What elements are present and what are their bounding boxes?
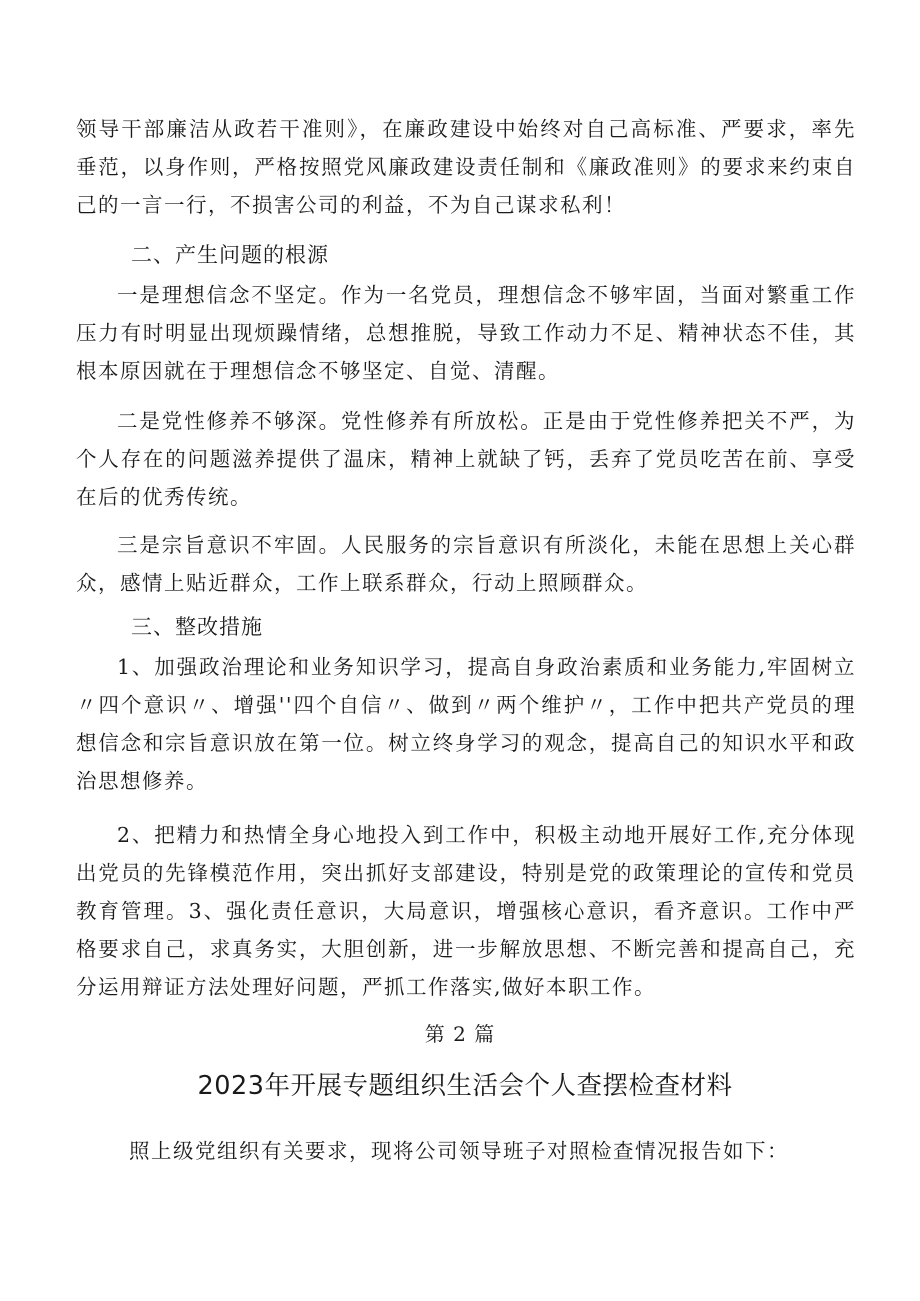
part-number-label: 第 2 篇: [424, 1022, 496, 1046]
paragraph-root-cause-1: 一是理想信念不坚定。作为一名党员，理想信念不够牢固，当面对繁重工作压力有时明显出现烦躁情绪，总想推脱，导致工作动力不足、精神状态不佳，其根本原因就在于理想信念不够坚定、自觉、清醒。: [76, 283, 856, 383]
paragraph-root-cause-3: 三是宗旨意识不牢固。人民服务的宗旨意识有所淡化，未能在思想上关心群众，感情上贴近群众，工作上联系群众，行动上照顾群众。: [76, 533, 856, 595]
paragraph-opening: 照上级党组织有关要求，现将公司领导班子对照检查情况报告如下：: [129, 1139, 789, 1163]
section-heading-measures: 三、整改措施: [131, 615, 263, 639]
section-heading-root-causes: 二、产生问题的根源: [131, 243, 329, 267]
paragraph-intro: 领导干部廉洁从政若干准则》，在廉政建设中始终对自己高标准、严要求，率先垂范，以身作则，严格按照党风廉政建设责任制和《廉政准则》的要求来约束自己的一言一行，不损害公司的利益，不为自己谋求私利！: [76, 117, 856, 217]
document-title: 2023年开展专题组织生活会个人查摆检查材料: [197, 1071, 733, 1101]
paragraph-measure-1: 1、加强政治理论和业务知识学习，提高自身政治素质和业务能力,牢固树立〃四个意识〃、增强''四个自信〃、做到〃两个维护〃，工作中把共产党员的理想信念和宗旨意识放在第一位。树立终身学习的观念，提高自己的知识水平和政治思想修养。: [76, 655, 856, 793]
paragraph-root-cause-2: 二是党性修养不够深。党性修养有所放松。正是由于党性修养把关不严，为个人存在的问题滋养提供了温床，精神上就缺了钙，丢弃了党员吃苦在前、享受在后的优秀传统。: [76, 409, 856, 509]
paragraph-measure-2: 2、把精力和热情全身心地投入到工作中，积极主动地开展好工作,充分体现出党员的先锋模范作用，突出抓好支部建设，特别是党的政策理论的宣传和党员教育管理。3、强化责任意识，大局意识，增强核心意识，看齐意识。工作中严格要求自己，求真务实，大胆创新，进一步解放思想、不断完善和提高自己，充分运用辩证方法处理好问题，严抓工作落实,做好本职工作。: [76, 823, 856, 999]
